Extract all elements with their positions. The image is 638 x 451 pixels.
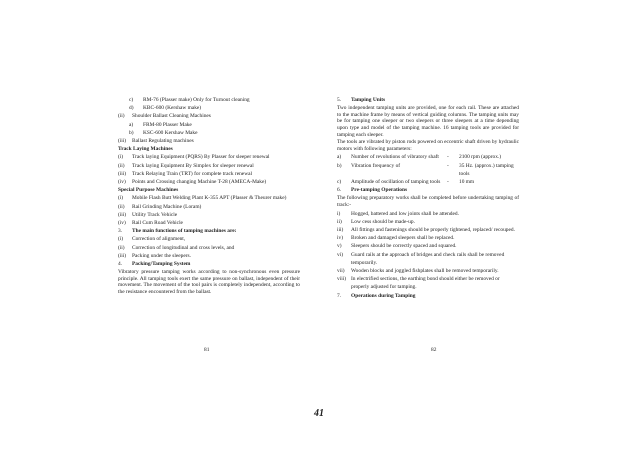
list-item: [118, 153, 300, 161]
item-text: Pre-tamping Operations: [351, 187, 408, 194]
item-number: 7.: [337, 292, 342, 299]
parameter-value: 10 mm: [459, 178, 475, 185]
item-number: viii): [337, 276, 346, 283]
item-text: Tamping Units: [351, 97, 386, 103]
item-number: (iv): [118, 179, 126, 186]
list-item: [118, 121, 300, 129]
item-text: Sleepers should be correctly spaced and squared.: [351, 243, 457, 250]
list-item: [118, 129, 300, 137]
numbered-heading: [337, 292, 519, 300]
item-number: b): [129, 129, 134, 136]
item-number: vii): [337, 267, 345, 274]
parameter-label: Amplitude of oscillation of tamping tools: [351, 178, 441, 185]
item-text: Track Relaying Train (TRT) for complete track renewal: [132, 170, 252, 177]
item-text: KSC-600 Kershaw Make: [143, 129, 198, 136]
numbered-heading: [118, 227, 300, 235]
parameter-number: a): [337, 154, 342, 161]
item-text: Ballast Regulating machines: [132, 138, 194, 145]
list-item: [118, 112, 300, 120]
item-text: The main functions of tamping machines are:: [132, 228, 237, 235]
item-text: Track laying Equipment By Simplex for sleeper renewal: [132, 162, 254, 169]
list-item: [118, 219, 300, 227]
list-item: [337, 275, 519, 291]
item-number: (ii): [118, 162, 125, 169]
right-page-text: [337, 96, 519, 300]
item-number: (ii): [118, 203, 125, 210]
item-number: (iii): [118, 211, 127, 218]
list-item: [118, 252, 300, 260]
item-text: Broken and damaged sleepers shall be replaced.: [351, 235, 455, 242]
section-heading: Special Purpose Machines: [118, 187, 179, 194]
numbered-heading: [337, 96, 519, 104]
numbered-heading: [337, 186, 519, 194]
item-number: (iii): [118, 170, 127, 177]
item-number: iv): [337, 235, 343, 242]
item-text: Track laying Equipment (PQRS) By Plasser for sleeper renewal: [132, 154, 270, 161]
list-item: [337, 226, 519, 234]
list-item: [118, 211, 300, 219]
item-text: Packing/Tamping System: [132, 261, 191, 268]
item-text: Correction of alignment,: [132, 236, 186, 243]
item-text: Correction of longitudinal and cross levels, and: [132, 244, 235, 251]
paragraph: The following preparatory works shall be completed before undertaking tamping of track:-: [337, 195, 519, 208]
parameter-row: [337, 178, 519, 186]
list-item: [337, 251, 519, 267]
parameter-dash: -: [447, 178, 449, 185]
item-text: Wooden blocks and joggled fishplates shall be removed temporarily.: [351, 267, 499, 274]
list-item: [337, 210, 519, 218]
item-number: vi): [337, 251, 343, 258]
item-number: (i): [118, 236, 124, 243]
list-item: [337, 234, 519, 242]
parameter-label: Vibration frequency of: [351, 162, 401, 169]
item-number: (iv): [118, 220, 126, 227]
item-text: Mobile Flash Butt Welding Plant K-355 APT (Plasser & Theurer make): [132, 195, 287, 202]
left-page-number: 81: [204, 347, 210, 353]
item-text: Low cess should be made-up.: [351, 218, 415, 225]
item-text: RM-76 (Plasser make) Only for Turnout cleaning: [143, 97, 250, 103]
item-text: In electrified sections, the earthing bond should either be removed or properly adjusted for tamping.: [351, 276, 500, 291]
parameter-dash: -: [447, 154, 449, 161]
item-number: (ii): [118, 113, 125, 120]
item-number: iii): [337, 226, 344, 233]
item-number: a): [129, 121, 134, 128]
item-text: Packing under the sleepers.: [132, 252, 191, 259]
list-item: [118, 96, 300, 104]
item-text: Rail Grinding Machine (Loram): [132, 203, 202, 210]
section-heading: Track Laying Machines: [118, 146, 173, 153]
item-number: (ii): [118, 244, 125, 251]
item-number: ii): [337, 218, 342, 225]
item-number: (iii): [118, 138, 127, 145]
parameter-number: c): [337, 178, 342, 185]
book-page-number: 41: [314, 408, 324, 419]
parameter-row: [337, 153, 519, 161]
list-item: [118, 137, 300, 145]
item-text: KBC-600 (Kershaw make): [143, 105, 202, 112]
parameter-label: Number of revolutions of vibratory shaft: [351, 154, 439, 161]
item-number: v): [337, 243, 342, 250]
list-item: [118, 235, 300, 243]
item-text: Hogged, battered and low joints shall be attended.: [351, 210, 459, 217]
item-text: All fittings and fastenings should be properly tightened, replaced/ recouped.: [351, 226, 515, 233]
item-number: c): [129, 97, 134, 103]
list-item: [337, 242, 519, 250]
item-number: 4.: [118, 261, 123, 268]
parameter-number: b): [337, 162, 342, 169]
item-number: 5.: [337, 97, 342, 103]
paragraph: Two independent tamping units are provided, one for each rail. These are attached to the machine frame by means of vertical guiding columns. The tamping units may be for tamping one sleeper or two sleepers or three sleepers at a time depending upon type and model of the tamping machine. 16 tamping tools are provided for tamping each sleeper.: [337, 105, 519, 138]
left-page-text: [118, 96, 300, 297]
list-item: [118, 162, 300, 170]
numbered-heading: [118, 260, 300, 268]
parameter-dash: -: [447, 162, 449, 169]
list-item: [118, 178, 300, 186]
item-number: 6.: [337, 187, 342, 194]
list-item: [118, 104, 300, 112]
list-item: [118, 203, 300, 211]
item-number: 3.: [118, 228, 123, 235]
parameter-value: 2100 rpm (approx.): [459, 154, 502, 161]
item-text: Operations during Tamping: [351, 292, 416, 299]
parameter-row: [337, 162, 519, 178]
parameter-value: 35 Hz. (approx.) tamping tools: [459, 162, 514, 177]
item-text: Utility Track Vehicle: [132, 211, 178, 218]
item-number: (i): [118, 195, 124, 202]
item-text: Guard rails at the approach of bridges and check rails shall be removed temporarily.: [351, 251, 505, 266]
item-text: Shoulder Ballast Cleaning Machines: [132, 113, 211, 120]
item-text: Rail Cum Road Vehicle: [132, 220, 183, 227]
list-item: [118, 170, 300, 178]
right-page-number: 82: [431, 347, 437, 353]
paragraph: The tools are vibrated by piston rods powered on eccentric shaft driven by hydraulic motors with following parameters:: [337, 139, 519, 152]
list-item: [118, 194, 300, 202]
item-number: (iii): [118, 252, 127, 259]
item-number: (i): [118, 154, 124, 161]
list-item: [337, 267, 519, 275]
paragraph: Vibratory pressure tamping works according to non-synchronous even pressure principle. All tamping tools exert the same pressure on ballast, independent of their movement. The movement of the tool pairs is completely independent, according to the resistance encountered from the ballast.: [118, 269, 300, 296]
item-text: FRM-80 Plasser Make: [143, 121, 192, 128]
list-item: [337, 218, 519, 226]
item-text: Points and Crossing changing Machine T-28 (AMECA-Make): [132, 179, 267, 186]
list-item: [118, 244, 300, 252]
item-number: i): [337, 210, 341, 217]
item-number: d): [129, 105, 134, 112]
